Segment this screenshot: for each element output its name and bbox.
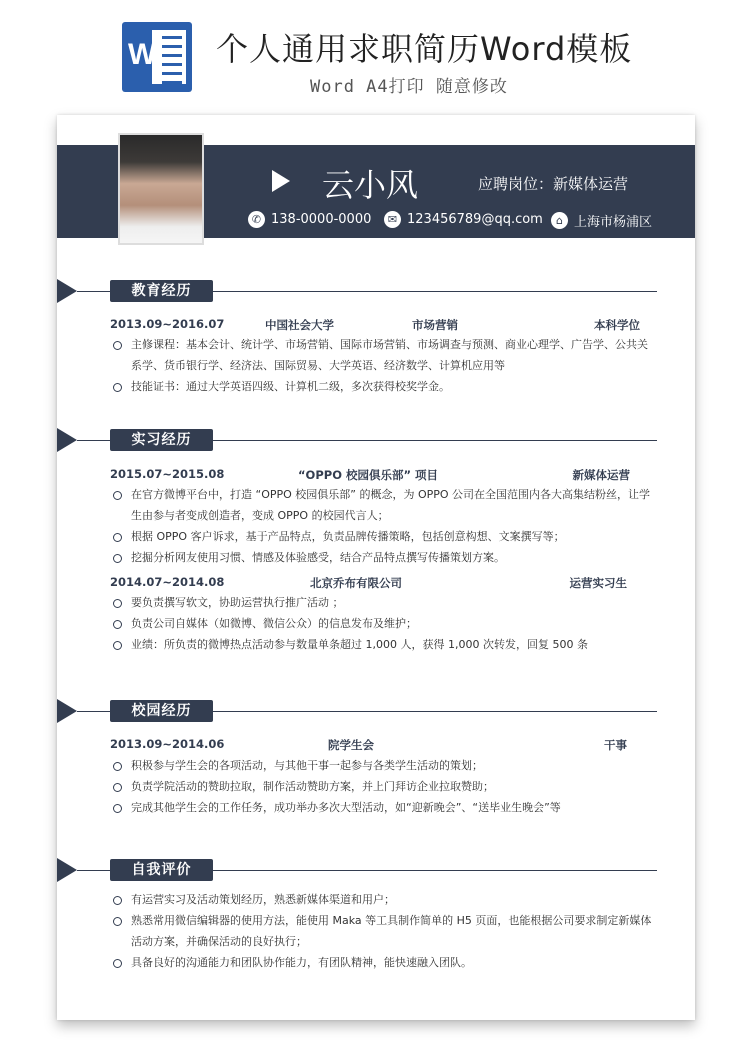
date: 2015.07~2015.08 xyxy=(110,467,225,481)
list-item: 在官方微博平台中，打造 “OPPO 校园俱乐部” 的概念，为 OPPO 公司在全国范围内各大高集结粉丝，让学生由参与者变成创造者，变成 OPPO 的校园代言人； xyxy=(113,484,653,526)
candidate-name: 云小风 xyxy=(322,166,419,204)
degree: 本科学位 xyxy=(594,318,640,332)
role: 新媒体运营 xyxy=(572,468,630,482)
role: 运营实习生 xyxy=(569,576,627,590)
list-item: 负责学院活动的赞助拉取，制作活动赞助方案，并上门拜访企业拉取赞助； xyxy=(113,776,653,797)
location-text: 上海市杨浦区 xyxy=(574,215,653,230)
list-item: 有运营实习及活动策划经历，熟悉新媒体渠道和用户； xyxy=(113,889,653,910)
template-header xyxy=(0,0,750,110)
list-item: 积极参与学生会的各项活动，与其他干事一起参与各类学生活动的策划； xyxy=(113,755,653,776)
section-title: 校园经历 xyxy=(110,700,213,722)
section-title: 实习经历 xyxy=(110,429,213,451)
email-text: 123456789@qq.com xyxy=(407,212,543,227)
section-self-evaluation xyxy=(57,858,657,882)
phone xyxy=(248,211,371,228)
organization: “OPPO 校园俱乐部” 项目 xyxy=(298,468,439,482)
list-item: 主修课程：基本会计、统计学、市场营销、国际市场营销、市场调查与预测、商业心理学、广告学、公共关系学、货币银行学、经济法、国际贸易、大学英语、经济数学、计算机应用等 xyxy=(113,334,653,376)
date: 2013.09~2014.06 xyxy=(110,737,225,751)
list-item: 要负责撰写软文，协助运营执行推广活动 ； xyxy=(113,592,653,613)
list-item: 负责公司自媒体（如微博、微信公众）的信息发布及维护； xyxy=(113,613,653,634)
phone-text: 138-0000-0000 xyxy=(271,212,372,227)
list-item: 具备良好的沟通能力和团队协作能力，有团队精神，能快速融入团队。 xyxy=(113,952,653,973)
phone-icon: ✆ xyxy=(248,211,265,228)
date: 2013.09~2016.07 xyxy=(110,317,225,331)
job-items xyxy=(113,484,653,568)
section-internship xyxy=(57,428,657,452)
organization: 北京乔布有限公司 xyxy=(310,576,402,590)
play-triangle-icon xyxy=(272,170,290,192)
word-icon: W xyxy=(122,22,192,92)
list-item: 完成其他学生会的工作任务，成功举办多次大型活动，如“迎新晚会”、“送毕业生晚会”等 xyxy=(113,797,653,818)
date: 2014.07~2014.08 xyxy=(110,575,225,589)
self-items xyxy=(113,889,653,973)
list-item: 熟悉常用微信编辑器的使用方法，能使用 Maka 等工具制作简单的 H5 页面，也能根据公司要求制定新媒体活动方案，并确保活动的良好执行； xyxy=(113,910,653,952)
section-education xyxy=(57,279,657,303)
section-title: 自我评价 xyxy=(110,859,213,881)
list-item: 挖掘分析网友使用习惯、情感及体验感受，结合产品特点撰写传播策划方案。 xyxy=(113,547,653,568)
template-title: 个人通用求职简历Word模板 xyxy=(216,30,633,68)
list-item: 技能证书：通过大学英语四级、计算机二级，多次获得校奖学金。 xyxy=(113,376,653,397)
applied-position: 应聘岗位：新媒体运营 xyxy=(478,175,629,193)
section-campus xyxy=(57,699,657,723)
location-pin-icon: ⌂ xyxy=(551,212,568,229)
education-items xyxy=(113,334,653,397)
campus-row xyxy=(110,737,640,757)
list-item: 根据 OPPO 客户诉求，基于产品特点，负责品牌传播策略，包括创意构想、文案撰写等； xyxy=(113,526,653,547)
major: 市场营销 xyxy=(412,318,458,332)
mail-icon: ✉ xyxy=(384,211,401,228)
campus-items xyxy=(113,755,653,818)
email xyxy=(384,211,543,228)
organization: 院学生会 xyxy=(328,738,374,752)
list-item: 业绩：所负责的微博热点活动参与数量单条超过 1,000 人，获得 1,000 次转发，回复 500 条 xyxy=(113,634,653,655)
job-items xyxy=(113,592,653,655)
template-subtitle: Word A4打印 随意修改 xyxy=(310,77,508,97)
location xyxy=(551,211,652,230)
profile-photo xyxy=(118,133,204,245)
role: 干事 xyxy=(604,738,627,752)
section-title: 教育经历 xyxy=(110,280,213,302)
school: 中国社会大学 xyxy=(265,318,334,332)
